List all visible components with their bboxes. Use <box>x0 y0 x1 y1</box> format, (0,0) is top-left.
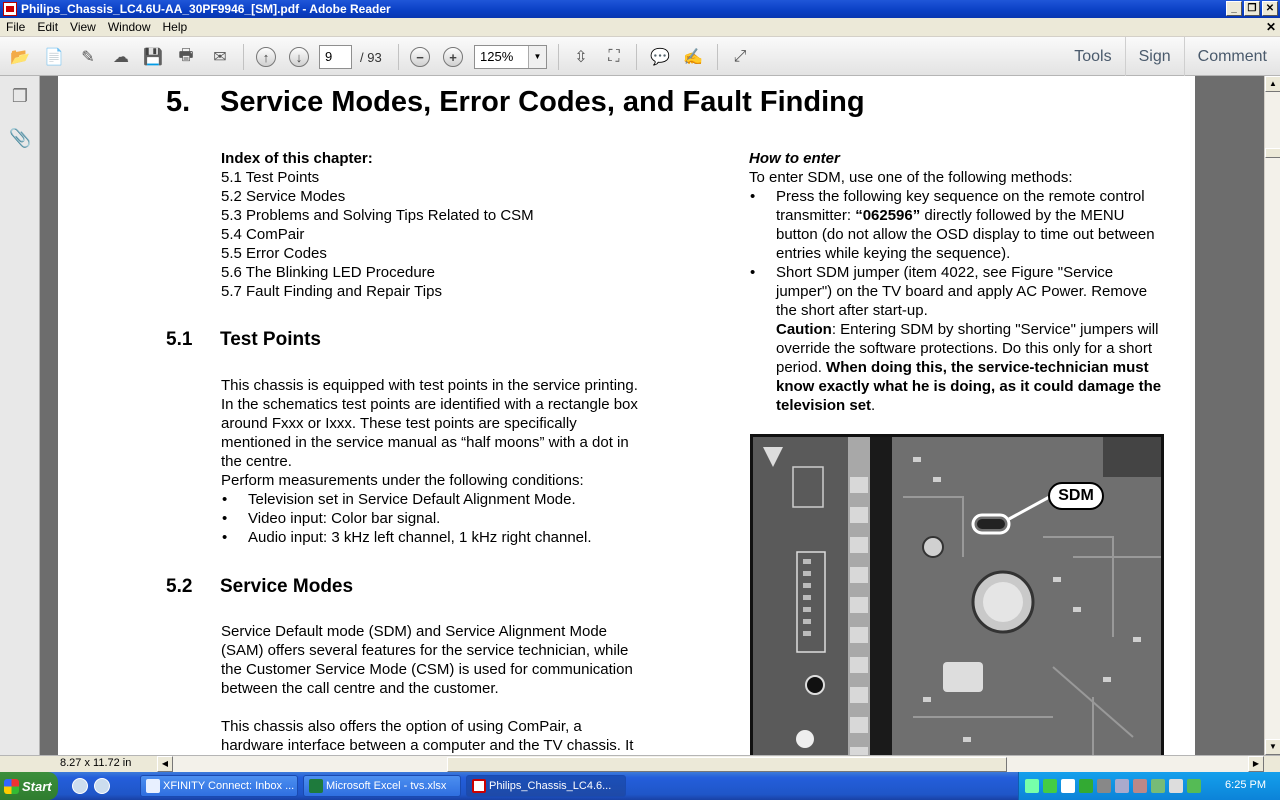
battery-icon[interactable] <box>1187 779 1201 793</box>
menu-bar <box>0 18 1280 37</box>
create-pdf-icon[interactable]: 📄 <box>44 49 64 66</box>
clock: 6:25 PM <box>1225 779 1266 791</box>
caution-line: period. When doing this, the service-technician must <box>776 359 1149 376</box>
index-item[interactable]: 5.6 The Blinking LED Procedure <box>221 264 436 281</box>
chevron-down-icon[interactable]: ▼ <box>528 46 546 68</box>
internet-explorer-icon[interactable] <box>72 778 88 794</box>
display-icon[interactable] <box>1115 779 1129 793</box>
zoom-value: 125% <box>480 49 514 64</box>
index-title: Index of this chapter: <box>221 150 373 167</box>
chapter-heading: 5. Service Modes, Error Codes, and Fault Finding <box>166 86 865 118</box>
scroll-down-icon[interactable]: ▼ <box>1265 739 1280 755</box>
document-close-icon[interactable]: ✕ <box>1265 20 1276 34</box>
scroll-left-icon[interactable]: ◀ <box>157 756 173 772</box>
window-title: Philips_Chassis_LC4.6U-AA_30PF9946_[SM].pdf - Adobe Reader <box>21 2 391 16</box>
section-heading-5-1: 5.1 Test Points <box>166 329 321 350</box>
menu-window[interactable]: Window <box>107 20 151 34</box>
caution-line: know exactly what he is doing, as it could damage the <box>776 378 1162 395</box>
comment-icon[interactable]: 💬 <box>650 49 670 66</box>
expand-icon[interactable]: ⤢ <box>733 48 747 65</box>
document-viewport[interactable] <box>41 76 1264 755</box>
task-xfinity[interactable]: XFINITY Connect: Inbox ... <box>140 775 298 797</box>
index-item[interactable]: 5.5 Error Codes <box>221 245 327 262</box>
vertical-scroll-thumb[interactable] <box>1265 148 1280 158</box>
open-file-icon[interactable]: 📂 <box>10 49 30 66</box>
sign-link[interactable]: Sign <box>1125 37 1184 76</box>
taskbar <box>0 772 1280 800</box>
paragraph-line: Service Default mode (SDM) and Service Alignment Mode <box>221 623 608 640</box>
caution-line: override the software protections. Do this only for a short <box>776 340 1153 357</box>
index-item[interactable]: 5.4 ComPair <box>221 226 305 243</box>
menu-file[interactable]: File <box>6 20 26 34</box>
update-icon[interactable] <box>1151 779 1165 793</box>
index-item[interactable]: 5.1 Test Points <box>221 169 320 186</box>
comment-link[interactable]: Comment <box>1184 37 1280 76</box>
caution-line: Caution: Entering SDM by shorting "Service" jumpers will <box>776 321 1159 338</box>
tools-link[interactable]: Tools <box>1074 48 1112 65</box>
paragraph-line: (SAM) offers several features for the service technician, while <box>221 642 629 659</box>
paragraph-line: jumper") on the TV board and apply AC Power. Remove <box>776 283 1148 300</box>
bullet-item: • Audio input: 3 kHz left channel, 1 kHz right channel. <box>222 529 592 546</box>
browser-icon[interactable] <box>94 778 110 794</box>
bullet-item: • Video input: Color bar signal. <box>222 510 441 527</box>
paragraph-line: Perform measurements under the following conditions: <box>221 472 584 489</box>
volume-icon[interactable] <box>1169 779 1183 793</box>
security-icon[interactable] <box>1079 779 1093 793</box>
index-item[interactable]: 5.2 Service Modes <box>221 188 346 205</box>
pdf-icon <box>472 779 486 793</box>
fit-width-icon[interactable]: ⛶ <box>608 48 620 65</box>
paragraph-line: hardware interface between a computer and the TV chassis. It <box>221 737 634 754</box>
bullet-item: • Television set in Service Default Alignment Mode. <box>222 491 576 508</box>
how-to-enter-title: How to enter <box>749 150 840 167</box>
attachment-icon[interactable]: 📎 <box>9 128 32 148</box>
upload-icon[interactable]: ☁ <box>113 49 129 66</box>
menu-edit[interactable]: Edit <box>37 20 59 34</box>
ie-icon <box>146 779 160 793</box>
how-to-enter-intro: To enter SDM, use one of the following methods: <box>749 169 1073 186</box>
caution-line: television set. <box>776 397 876 414</box>
pages-icon[interactable]: ❐ <box>11 86 29 106</box>
restore-button[interactable]: ❐ <box>1244 1 1260 16</box>
paragraph-line: button (do not allow the OSD display to time out between <box>776 226 1155 243</box>
paragraph-line: This chassis is equipped with test points in the service printing. <box>221 377 638 394</box>
minimize-button[interactable]: _ <box>1226 1 1242 16</box>
device-icon[interactable] <box>1097 779 1111 793</box>
status-bar <box>0 755 1280 772</box>
edit-icon[interactable]: ✎ <box>81 49 95 66</box>
start-button[interactable]: Start <box>0 772 58 800</box>
task-adobe-reader[interactable]: Philips_Chassis_LC4.6... <box>466 775 626 797</box>
paragraph-line: transmitter: “062596” directly followed by the MENU <box>776 207 1125 224</box>
network-icon[interactable] <box>1025 779 1039 793</box>
paragraph-line: entries while keying the sequence). <box>776 245 1011 262</box>
system-tray <box>1018 772 1280 800</box>
bullet-item: • Press the following key sequence on the remote control <box>750 188 1145 205</box>
menu-view[interactable]: View <box>70 20 96 34</box>
adobe-reader-icon <box>3 2 17 16</box>
help-icon[interactable] <box>1061 779 1075 793</box>
paragraph-line: between the call centre and the customer. <box>221 680 499 697</box>
zoom-in-icon[interactable]: + <box>441 45 465 69</box>
excel-icon <box>309 779 323 793</box>
paragraph-line: around Fxxx or Ixxx. These test points are specifically <box>221 415 577 432</box>
menu-help[interactable]: Help <box>162 20 188 34</box>
scroll-up-icon[interactable]: ▲ <box>1265 76 1280 92</box>
close-button[interactable]: ✕ <box>1262 1 1278 16</box>
fit-page-icon[interactable]: ⇳ <box>574 49 588 66</box>
paragraph-line: mentioned in the service manual as “half moons” with a dot in <box>221 434 629 451</box>
signal-icon[interactable] <box>1043 779 1057 793</box>
task-excel[interactable]: Microsoft Excel - tvs.xlsx <box>303 775 461 797</box>
highlight-icon[interactable]: ✍ <box>683 49 703 66</box>
bullet-item: • Short SDM jumper (item 4022, see Figure "Service <box>750 264 1114 281</box>
page-total: / 93 <box>360 50 382 65</box>
pdf-page <box>58 76 1195 755</box>
vertical-scrollbar[interactable] <box>1264 76 1280 755</box>
horizontal-scroll-thumb[interactable] <box>447 757 1007 772</box>
page-number-input[interactable]: 9 <box>319 45 352 69</box>
zoom-select[interactable] <box>474 45 547 69</box>
previous-page-icon[interactable]: ↑ <box>254 45 278 69</box>
paragraph-line: the Customer Service Mode (CSM) is used for communication <box>221 661 633 678</box>
print-icon[interactable]: 🖶 <box>178 46 194 64</box>
index-item[interactable]: 5.7 Fault Finding and Repair Tips <box>221 283 442 300</box>
zoom-out-icon[interactable]: − <box>408 45 432 69</box>
service-jumper-photo <box>750 434 1164 755</box>
paragraph-line: the centre. <box>221 453 292 470</box>
app-tray-icon[interactable] <box>1133 779 1147 793</box>
horizontal-scrollbar[interactable] <box>157 756 1264 773</box>
email-icon[interactable]: ✉ <box>213 49 227 66</box>
windows-flag-icon <box>4 779 19 794</box>
paragraph-line: This chassis also offers the option of using ComPair, a <box>221 718 582 735</box>
scroll-right-icon[interactable]: ▶ <box>1248 756 1264 772</box>
page-size-readout: 8.27 x 11.72 in <box>60 757 132 769</box>
section-heading-5-2: 5.2 Service Modes <box>166 576 354 597</box>
sdm-callout-label: SDM <box>1048 482 1104 510</box>
save-icon[interactable]: 💾 <box>143 49 163 66</box>
next-page-icon[interactable]: ↓ <box>287 45 311 69</box>
index-item[interactable]: 5.3 Problems and Solving Tips Related to CSM <box>221 207 534 224</box>
title-bar <box>0 0 1280 18</box>
paragraph-line: the short after start-up. <box>776 302 928 319</box>
left-navigation-pane <box>0 76 40 755</box>
paragraph-line: In the schematics test points are identified with a rectangle box <box>221 396 638 413</box>
